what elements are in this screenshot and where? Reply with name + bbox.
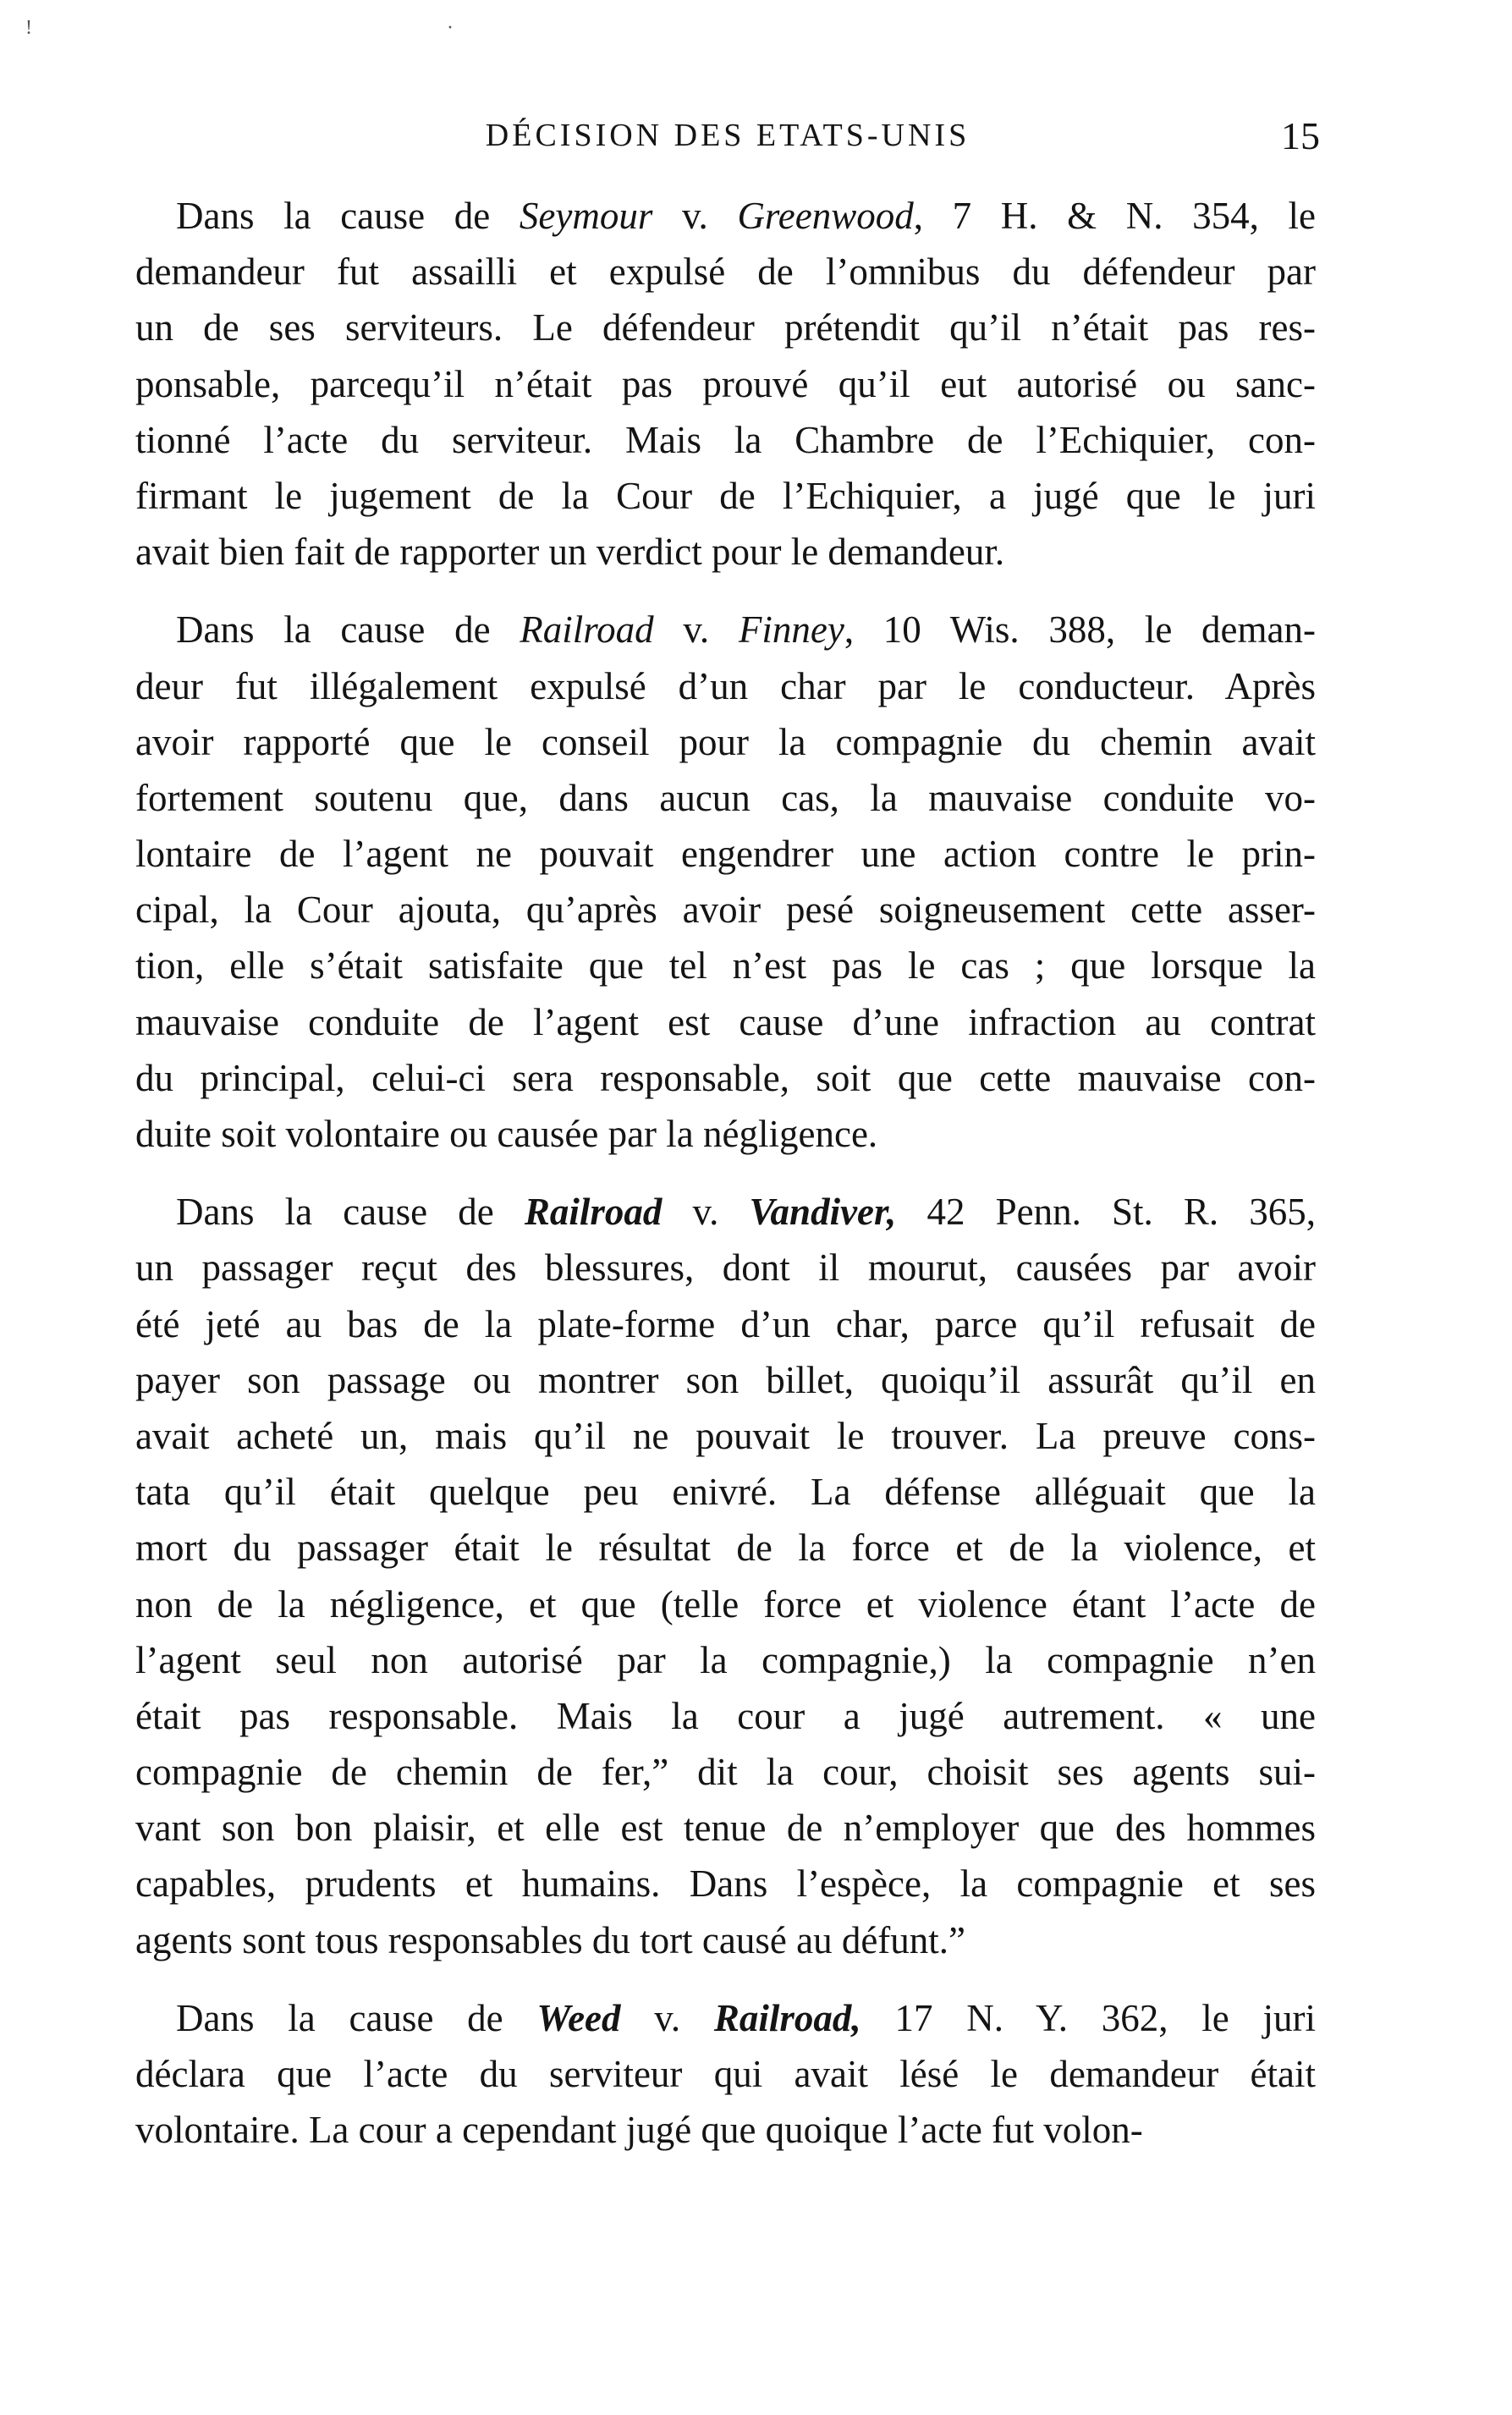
text-line [135, 602, 1316, 657]
text-run: v. [653, 608, 739, 652]
text-run: lontaire de l’agent ne pouvait engendrer une action contre le prin- [135, 833, 1316, 876]
text-run: tion, elle s’était satisfaite que tel n’est pas le cas ; que lorsque la [135, 944, 1316, 987]
text-line [135, 714, 1316, 770]
text-run: firmant le jugement de la Cour de l’Echiquier, a jugé que le juri [135, 474, 1316, 517]
text-line [135, 1240, 1316, 1296]
running-head: DÉCISION DES ETATS-UNIS [485, 118, 970, 153]
text-run: cipal, la Cour ajouta, qu’après avoir pesé soigneusement cette asser- [135, 888, 1316, 932]
text-run: compagnie de chemin de fer,” dit la cour, choisit ses agents sui- [135, 1751, 1316, 1794]
text-run: l’agent seul non autorisé par la compagnie,) la compagnie n’en [135, 1638, 1316, 1681]
text-line [135, 244, 1316, 300]
text-run: tionné l’acte du serviteur. Mais la Chambre de l’Echiquier, con- [135, 418, 1316, 461]
case-name: Vandiver, [749, 1191, 897, 1234]
paragraph [135, 602, 1316, 1162]
paragraph [135, 188, 1316, 580]
text-run: 17 N. Y. 362, le juri [860, 1996, 1316, 2039]
text-line [135, 1688, 1316, 1744]
text-run: demandeur fut assailli et expulsé de l’omnibus du défendeur par [135, 250, 1316, 294]
text-line [135, 2102, 1316, 2158]
case-name: Finney [738, 608, 844, 652]
text-run: mauvaise conduite de l’agent est cause d’une infraction au contrat [135, 1000, 1316, 1043]
text-run: était pas responsable. Mais la cour a jugé autrement. « une [135, 1694, 1316, 1737]
text-run: Dans la cause de [176, 195, 520, 237]
margin-mark: ! [25, 17, 32, 39]
text-run: , 10 Wis. 388, le deman- [844, 608, 1316, 652]
text-line [135, 1520, 1316, 1576]
text-line [135, 412, 1316, 468]
text-line [135, 2046, 1316, 2102]
text-line [135, 658, 1316, 714]
text-line [135, 468, 1316, 524]
text-run: v. [620, 1996, 714, 2039]
text-line [135, 1106, 1316, 1162]
text-run: non de la négligence, et que (telle force et violence étant l’acte de [135, 1582, 1316, 1626]
text-line [135, 1408, 1316, 1464]
margin-mark: · [447, 17, 454, 39]
case-name: Railroad [520, 608, 654, 652]
text-run: 42 Penn. St. R. 365, [896, 1191, 1316, 1234]
text-line [135, 1050, 1316, 1106]
text-run: volontaire. La cour a cependant jugé que quoique l’acte fut volon- [135, 2109, 1143, 2152]
page-header [135, 114, 1320, 168]
text-line [135, 938, 1316, 993]
text-run: Dans la cause de [176, 608, 520, 652]
case-name: Railroad [524, 1191, 663, 1234]
text-line [135, 188, 1316, 244]
text-run: duite soit volontaire ou causée par la négligence. [135, 1113, 878, 1155]
paragraph [135, 1990, 1316, 2159]
text-run: vant son bon plaisir, et elle est tenue de n’employer que des hommes [135, 1807, 1316, 1850]
text-run: avait acheté un, mais qu’il ne pouvait le trouver. La preuve cons- [135, 1414, 1316, 1457]
page-number: 15 [1281, 114, 1320, 157]
text-line [135, 826, 1316, 882]
text-line [135, 1296, 1316, 1352]
text-run: Dans la cause de [176, 1996, 537, 2039]
text-run: mort du passager était le résultat de la force et de la violence, et [135, 1527, 1316, 1570]
text-run: v. [652, 195, 738, 237]
text-line [135, 1800, 1316, 1856]
text-line [135, 524, 1316, 580]
text-run: , 7 H. & N. 354, le [913, 195, 1316, 237]
text-run: capables, prudents et humains. Dans l’espèce, la compagnie et ses [135, 1862, 1316, 1906]
text-run: un passager reçut des blessures, dont il mourut, causées par avoir [135, 1246, 1316, 1290]
text-line [135, 1576, 1316, 1632]
case-name: Greenwood [737, 195, 914, 237]
text-line [135, 1464, 1316, 1520]
text-run: déclara que l’acte du serviteur qui avait lésé le demandeur était [135, 2053, 1316, 2095]
case-name: Railroad, [713, 1996, 861, 2039]
case-name: Seymour [519, 195, 653, 237]
text-run: v. [662, 1191, 750, 1234]
text-run: avait bien fait de rapporter un verdict pour le demandeur. [135, 531, 1005, 574]
text-run: ponsable, parcequ’il n’était pas prouvé qu’il eut autorisé ou sanc- [135, 362, 1316, 405]
paragraph [135, 1184, 1316, 1968]
text-line [135, 882, 1316, 938]
text-line [135, 356, 1316, 412]
text-run: Dans la cause de [176, 1191, 525, 1234]
text-line [135, 300, 1316, 355]
text-line [135, 1352, 1316, 1408]
text-run: payer son passage ou montrer son billet, quoiqu’il assurât qu’il en [135, 1358, 1316, 1401]
body-text [135, 188, 1316, 2158]
text-line [135, 1184, 1316, 1240]
text-run: deur fut illégalement expulsé d’un char par le conducteur. Après [135, 664, 1316, 707]
text-line [135, 770, 1316, 826]
text-line [135, 1632, 1316, 1688]
text-line [135, 994, 1316, 1050]
text-run: du principal, celui-ci sera responsable, soit que cette mauvaise con- [135, 1056, 1316, 1099]
text-line [135, 1912, 1316, 1968]
text-run: avoir rapporté que le conseil pour la compagnie du chemin avait [135, 720, 1316, 763]
text-line [135, 1856, 1316, 1912]
text-run: fortement soutenu que, dans aucun cas, la mauvaise conduite vo- [135, 776, 1316, 819]
text-run: tata qu’il était quelque peu enivré. La défense alléguait que la [135, 1471, 1316, 1514]
text-run: été jeté au bas de la plate-forme d’un char, parce qu’il refusait de [135, 1302, 1316, 1345]
text-run: un de ses serviteurs. Le défendeur prétendit qu’il n’était pas res- [135, 306, 1316, 349]
case-name: Weed [536, 1996, 621, 2039]
text-line [135, 1744, 1316, 1800]
text-line [135, 1990, 1316, 2046]
text-run: agents sont tous responsables du tort causé au défunt.” [135, 1918, 966, 1961]
